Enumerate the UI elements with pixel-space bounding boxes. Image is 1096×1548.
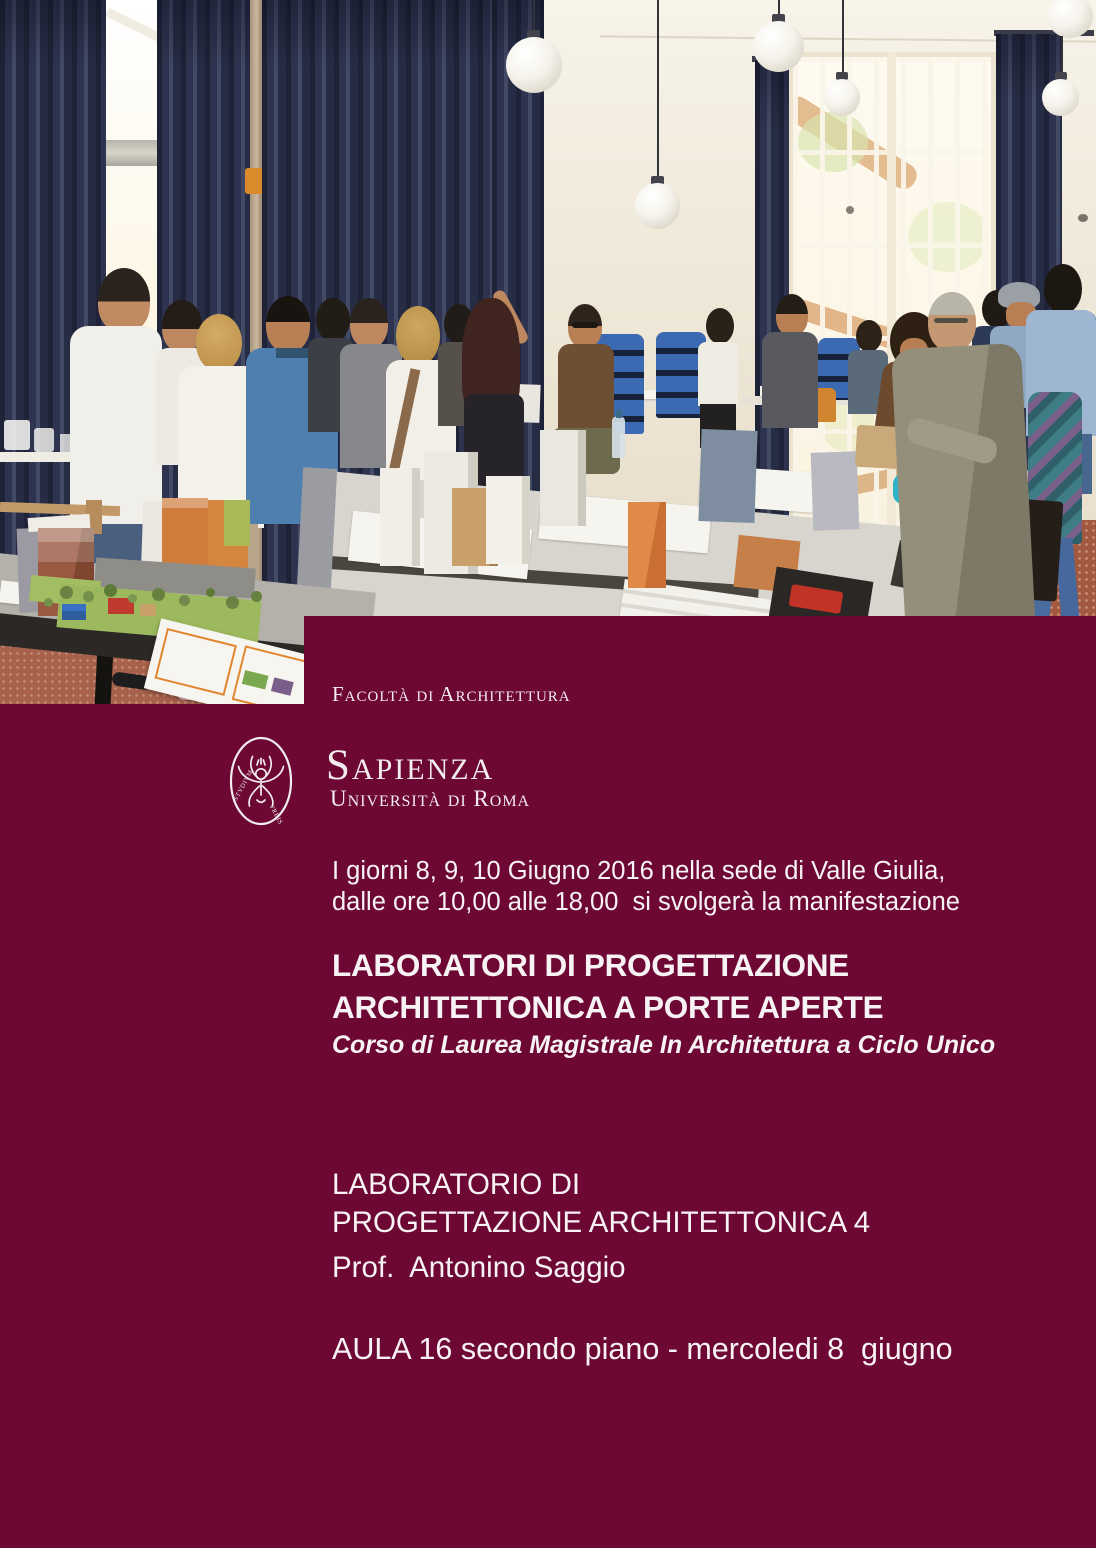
lab-title-line-1: LABORATORIO DI (332, 1168, 581, 1201)
person (698, 308, 738, 448)
sapienza-emblem-icon (227, 735, 295, 827)
venue-line: AULA 16 secondo piano - mercoledi 8 giugno (332, 1332, 953, 1366)
person (762, 294, 820, 428)
sapienza-university-label: Università di Roma (330, 786, 531, 811)
professor-name: Prof. Antonino Saggio (332, 1251, 626, 1284)
emblem-motto-right: VRBIS (267, 803, 284, 826)
faculty-label: Facoltà di Architettura (332, 682, 571, 706)
sapienza-wordmark: Sapienza (326, 742, 495, 789)
event-title-line-1: LABORATORI DI PROGETTAZIONE (332, 947, 849, 983)
person (898, 292, 1032, 622)
intro-line-2: dalle ore 10,00 alle 18,00 si svolgerà la manifestazione (332, 888, 960, 916)
lab-title-line-2: PROGETTAZIONE ARCHITETTONICA 4 (332, 1206, 871, 1239)
classroom-photo (0, 0, 1096, 705)
maroon-panel (0, 704, 1096, 1548)
intro-line-1: I giorni 8, 9, 10 Giugno 2016 nella sede di Valle Giulia, (332, 857, 946, 885)
lab-title (332, 1166, 870, 1242)
event-title (332, 944, 883, 1028)
intro-text (332, 856, 960, 918)
event-subtitle: Corso di Laurea Magistrale In Architettura a Ciclo Unico (332, 1031, 996, 1059)
event-title-line-2: ARCHITETTONICA A PORTE APERTE (332, 989, 884, 1025)
emblem-motto-left: STVDIVM (232, 768, 255, 802)
